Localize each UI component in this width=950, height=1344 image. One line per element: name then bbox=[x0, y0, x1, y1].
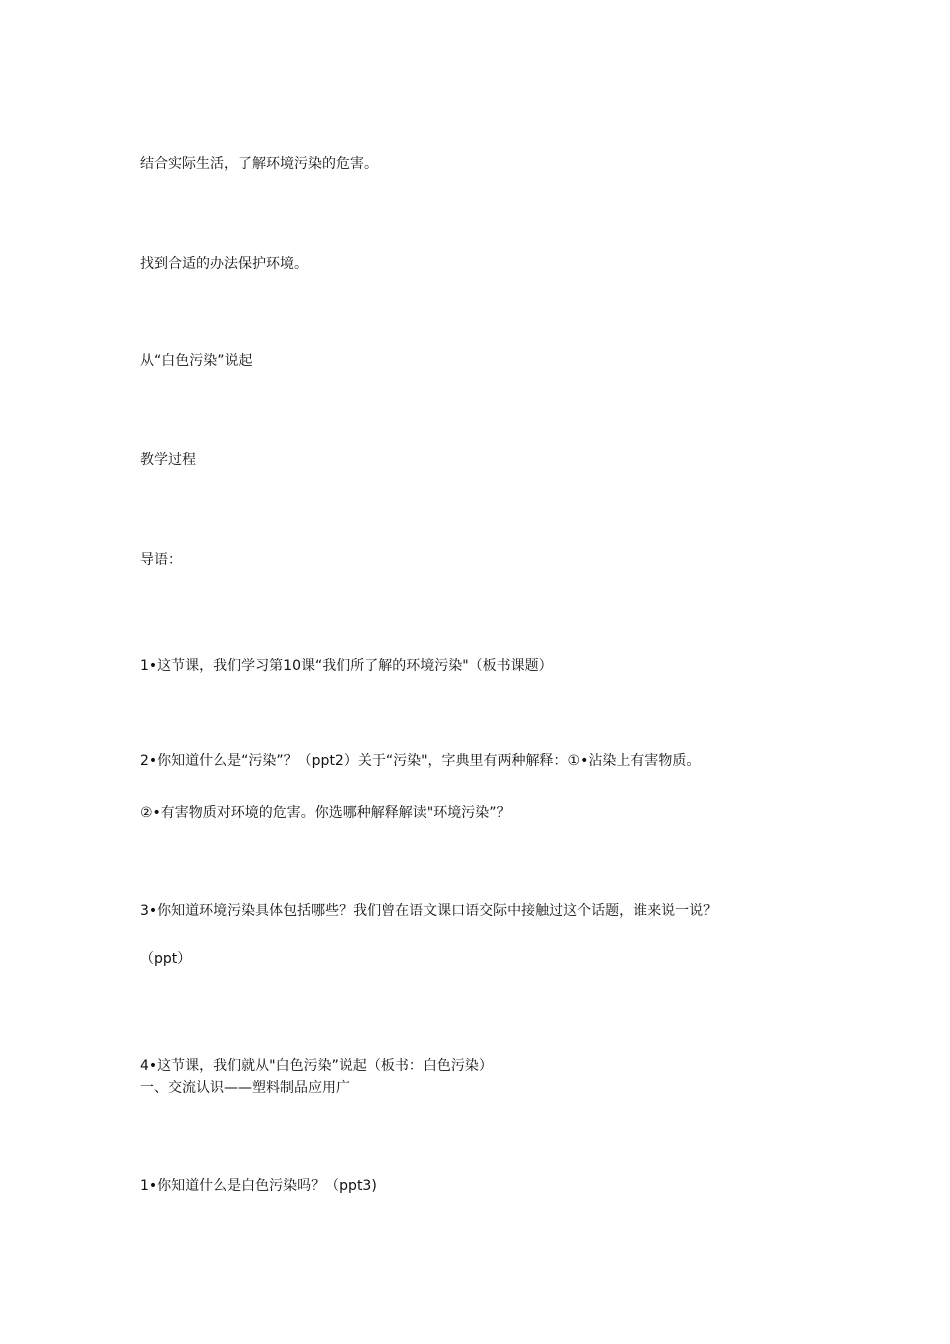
objective-line-2: 找到合适的办法保护环境。 bbox=[140, 256, 308, 272]
paragraph-item-4: 4•这节课，我们就从"白色污染”说起（板书：白色污染） bbox=[140, 1058, 493, 1074]
paragraph-item-3: 3•你知道环境污染具体包括哪些？我们曾在语文课口语交际中接触过这个话题，谁来说一说？ bbox=[140, 903, 718, 919]
paragraph-item-3-cont: （ppt） bbox=[140, 951, 192, 967]
objective-line-1: 结合实际生活，了解环境污染的危害。 bbox=[140, 156, 378, 172]
paragraph-sub-item-1: 1•你知道什么是白色污染吗？（ppt3) bbox=[140, 1178, 377, 1194]
paragraph-item-2: 2•你知道什么是“污染”？（ppt2）关于“污染"，字典里有两种解释：①•沾染上有害物质。 bbox=[140, 753, 701, 769]
section-heading-intro: 导语： bbox=[140, 552, 182, 568]
paragraph-item-1: 1•这节课，我们学习第10课“我们所了解的环境污染"（板书课题） bbox=[140, 658, 553, 674]
lesson-topic: 从“白色污染”说起 bbox=[140, 353, 253, 369]
section-heading-process: 教学过程 bbox=[140, 452, 196, 468]
section-heading-one: 一、交流认识——塑料制品应用广 bbox=[140, 1080, 350, 1096]
paragraph-item-2-cont: ②•有害物质对环境的危害。你选哪种解释解读"环境污染”？ bbox=[140, 805, 511, 821]
